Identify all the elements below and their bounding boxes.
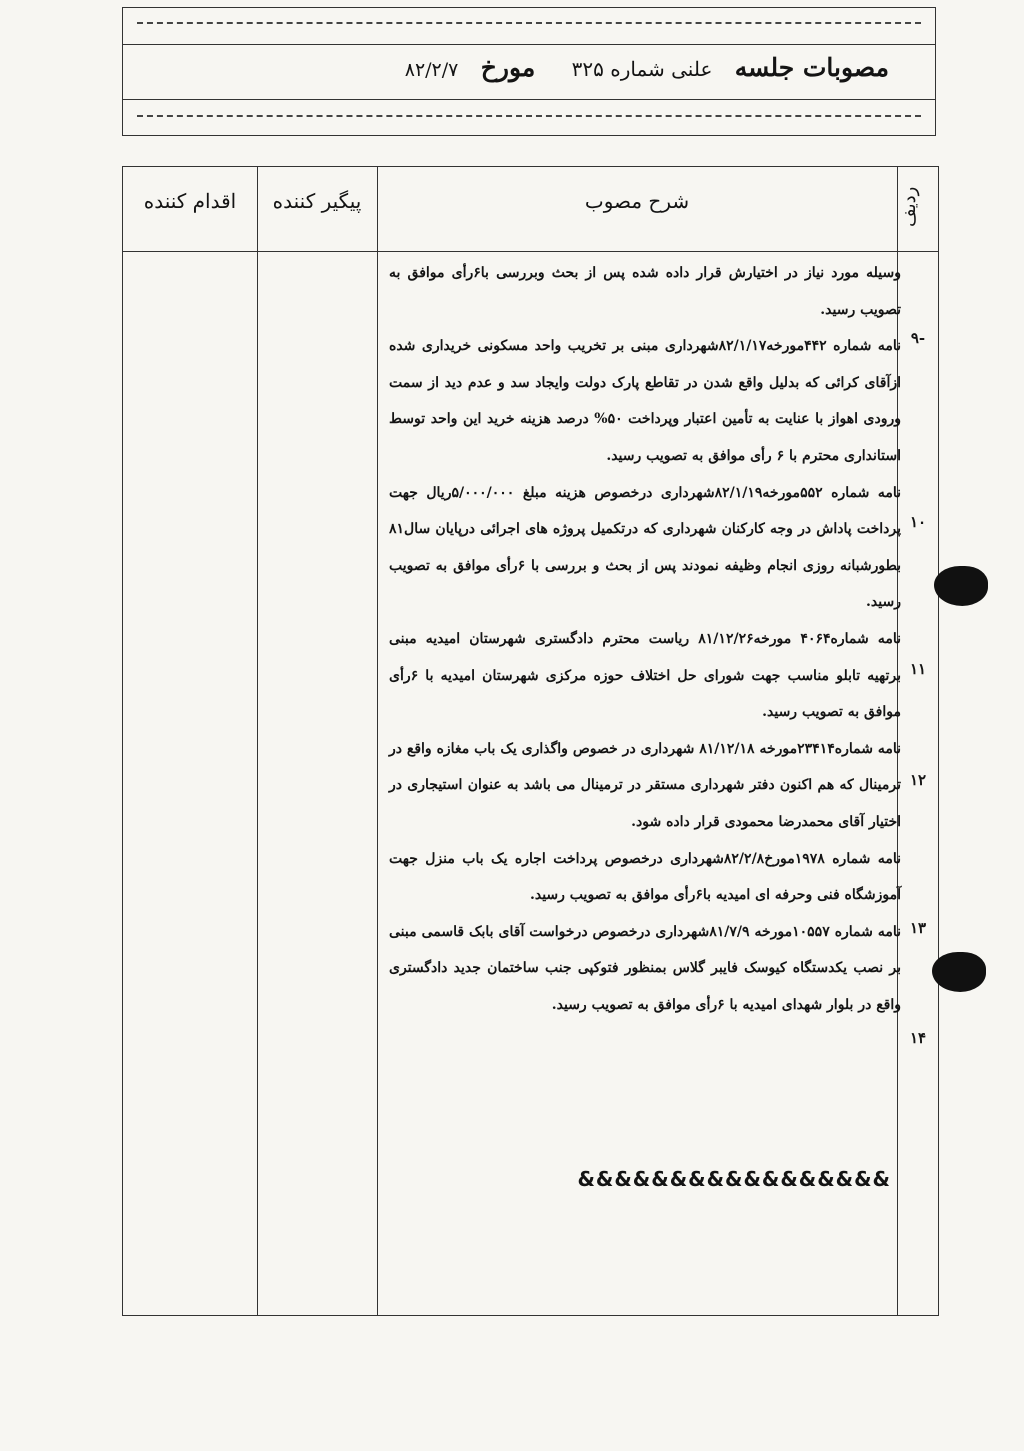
resolution-item: نامه شماره ۴۴۲مورخه۸۲/۱/۱۷شهرداری مبنی بر تخریب واحد مسکونی خریداری شده ازآقای کرائی که بدلیل واقع شدن در تقاطع پارک دولت وایجاد سد و عدم دید از سمت ورودی اهواز با عنایت به تأمین اعتبار وپرداخت ۵۰% درصد هزینه خرید این واحد توسط استانداری محترم با ۶ رأی موافق به تصویب رسید. [389,338,902,464]
session-title [405,53,889,82]
header-divider [123,251,938,252]
resolution-item: نامه شماره۲۳۴۱۴مورخه ۸۱/۱۲/۱۸ شهرداری در خصوص واگذاری یک باب مغازه واقع در ترمینال که هم اکنون دفتر شهرداری مستقر در ترمینال می باشد به عنوان استیجاری در اختیار آقای محمدرضا محمودی قرار داده شود. [389,740,902,830]
date-label: مورخ [480,53,536,82]
column-header-follower: پیگیر کننده [272,189,362,213]
resolution-item: نامه شماره ۱۰۵۵۷مورخه ۸۱/۷/۹شهرداری درخصوص درخواست آقای بابک قاسمی مبنی بر نصب یکدستگاه کیوسک فایبر گلاس بمنظور فتوکپی جنب ساختمان جدید دادگستری واقع در بلوار شهدای امیدیه با ۶رأی موافق به تصویب رسید. [389,923,902,1013]
punch-hole [934,566,988,606]
row-number: -۹ [910,329,926,347]
title-main: مصوبات جلسه [734,53,889,82]
column-header-actor: اقدام کننده [143,189,237,213]
header-box [122,7,936,136]
column-divider [257,167,258,1315]
column-header-description: شرح مصوب [584,189,690,213]
session-type: علنی شماره ۳۲۵ [571,57,713,81]
resolution-item: نامه شماره ۵۵۲مورخه۸۲/۱/۱۹شهرداری درخصوص هزینه مبلغ ۵/۰۰۰/۰۰۰ریال جهت پرداخت پاداش در وجه کارکنان شهرداری که درتکمیل پروژه های اجرائی درپایان سال۸۱ بطورشبانه روزی انجام وظیفه نمودند پس از بحث و بررسی با ۶رأی موافق به تصویب رسید. [389,484,901,611]
resolution-item: نامه شماره ۱۹۷۸مورخ۸۲/۲/۸شهرداری درخصوص پرداخت اجاره یک باب منزل جهت آموزشگاه فنی وحرفه ای امیدیه با۶رأی موافق به تصویب رسید. [389,850,901,904]
column-divider [377,167,378,1315]
dashed-divider-bottom [137,115,921,117]
column-header-row: ردیف [899,186,920,228]
end-marker: &&&&&&&&&&&&&&&&& [577,1167,891,1191]
row-number: ۱۳ [909,919,927,937]
row-number: ۱۲ [909,771,927,789]
resolution-text [389,255,901,1023]
row-number: ۱۴ [909,1029,927,1047]
continuation-text: وسیله مورد نیاز در اختیارش قرار داده شده پس از بحث وبررسی با۶رأی موافق به تصویب رسید. [389,265,902,318]
row-number: ۱۱ [909,660,927,678]
resolutions-table [122,166,939,1316]
punch-hole [932,952,986,992]
title-bar [123,44,935,100]
resolution-item: نامه شماره۴۰۶۴ مورخه۸۱/۱۲/۲۶ ریاست محترم دادگستری شهرستان امیدیه مبنی برتهیه تابلو مناسب جهت شورای حل اختلاف حوزه مرکزی شهرستان امیدیه با ۶رأی موافق به تصویب رسید. [389,630,902,721]
date-value: ۸۲/۲/۷ [404,59,459,81]
row-number: ۱۰ [909,513,927,531]
dashed-divider-top [137,22,921,24]
